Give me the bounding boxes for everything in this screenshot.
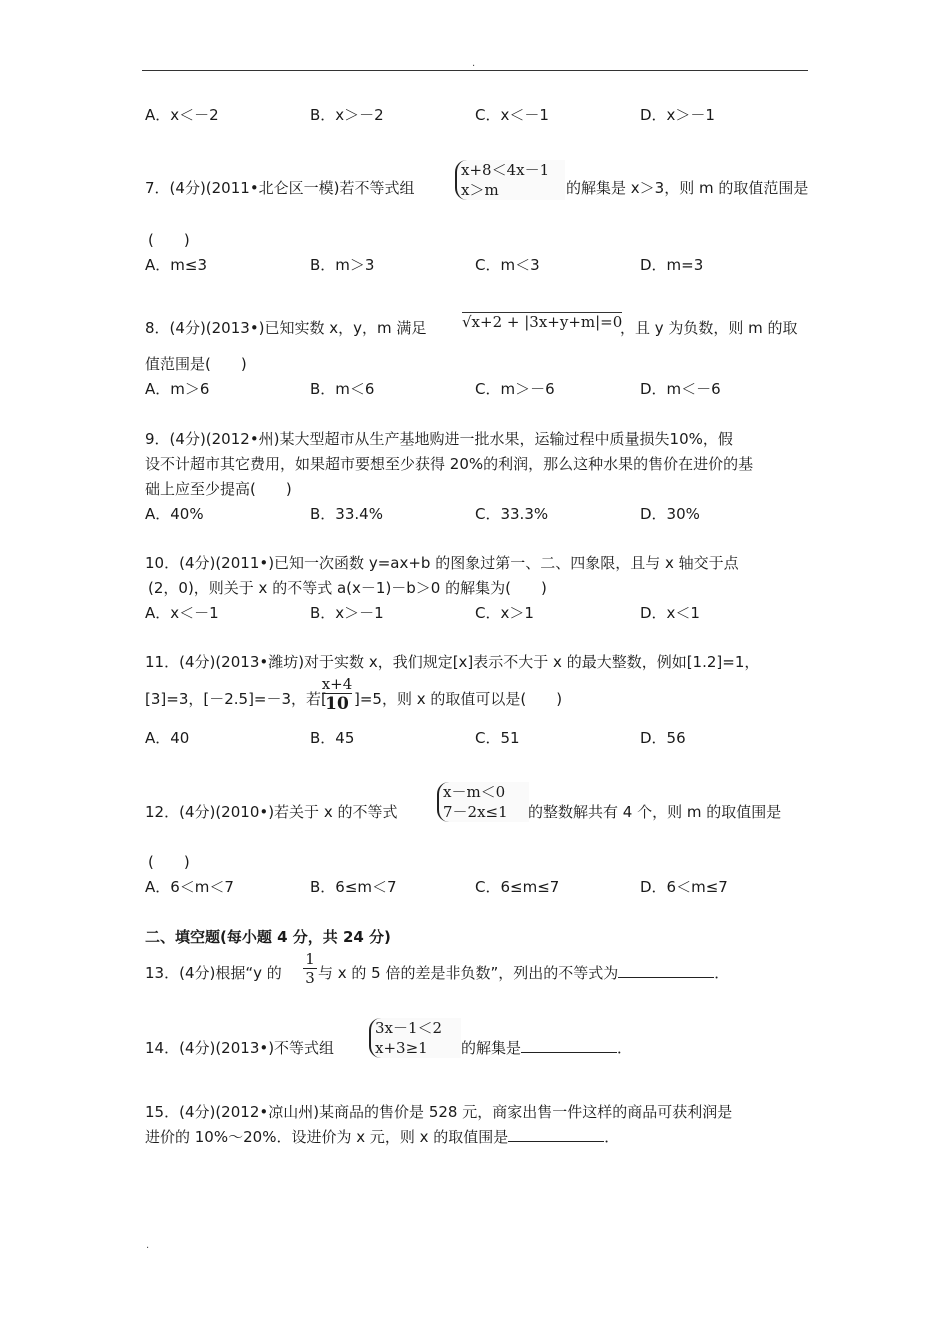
q14-ineq-2: x+3≥1 (375, 1039, 428, 1057)
q13-frac-numerator: 1 (305, 950, 315, 968)
q15-stem-text: 进价的 10%～20%．设进价为 x 元，则 x 的取值围是 (145, 1128, 509, 1146)
header-dot: . (472, 58, 476, 69)
option-c: C．m＜3 (475, 256, 540, 274)
option-d: D．30% (640, 505, 700, 523)
option-c: C．6≤m≤7 (475, 878, 560, 896)
q11-fraction (322, 675, 352, 714)
q13-frac-denominator: 3 (305, 969, 315, 987)
q11-stem-a: [3]=3，[－2.5]=－3，若[ (145, 690, 327, 708)
q10-line-2: (2，0)，则关于 x 的不等式 a(x－1)－b＞0 的解集为( ) (148, 579, 547, 597)
q8-stem-line2: 值范围是( ) (145, 355, 247, 373)
q11-line-1: 11．(4分)(2013•潍坊)对于实数 x，我们规定[x]表示不大于 x 的最大整数，例如[1.2]=1， (145, 653, 760, 671)
header-rule (142, 70, 808, 71)
q13-period: ． (714, 964, 730, 982)
q7-ineq-2: x＞m (461, 181, 499, 199)
option-c: C．x＞1 (475, 604, 534, 622)
q12-ineq-2: 7－2x≤1 (443, 803, 508, 821)
q9-line-2: 设不计超市其它费用，如果超市要想至少获得 20%的利润，那么这种水果的售价在进价的基 (145, 455, 754, 473)
q8-math-expression: √x+2 + |3x+y+m|=0 (462, 313, 623, 331)
option-c: C．m＞－6 (475, 380, 555, 398)
option-a: A．40% (145, 505, 204, 523)
section-heading: 二、填空题(每小题 4 分，共 24 分) (145, 928, 391, 946)
q14-stem-text: 的解集是 (461, 1039, 522, 1057)
q13-stem-text: 与 x 的 5 倍的差是非负数”，列出的不等式为 (318, 964, 619, 982)
q12-stem-b: 的整数解共有 4 个，则 m 的取值围是 (528, 803, 782, 821)
option-d: D．x＜1 (640, 604, 700, 622)
q14-inequality-system (369, 1018, 461, 1058)
option-d: D．56 (640, 729, 686, 747)
option-a: A．40 (145, 729, 190, 747)
option-a: A．x＜－1 (145, 604, 219, 622)
q13-stem-a: 13．(4分)根据“y 的 (145, 964, 282, 982)
q12-paren: ( ) (148, 853, 190, 871)
q7-stem-b: 的解集是 x＞3，则 m 的取值范围是 (566, 179, 809, 197)
q8-stem-b: ，且 y 为负数，则 m 的取 (620, 319, 798, 337)
q7-paren: ( ) (148, 231, 190, 249)
q11-frac-denominator: 10 (325, 694, 349, 714)
q15-line-1: 15．(4分)(2012•凉山州)某商品的售价是 528 元，商家出售一件这样的商品可获利润是 (145, 1103, 733, 1121)
option-b: B．45 (310, 729, 355, 747)
option-b: B．x＞－2 (310, 106, 384, 124)
answer-blank[interactable] (618, 977, 714, 978)
option-b: B．6≤m＜7 (310, 878, 397, 896)
option-c: C．x＜－1 (475, 106, 549, 124)
q15-period: ． (604, 1128, 620, 1146)
option-d: D．6＜m≤7 (640, 878, 728, 896)
q14-period: ． (617, 1039, 633, 1057)
option-d: D．x＞－1 (640, 106, 715, 124)
option-c: C．51 (475, 729, 520, 747)
option-a: A．x＜－2 (145, 106, 219, 124)
q11-frac-numerator: x+4 (321, 675, 353, 693)
option-c: C．33.3% (475, 505, 549, 523)
option-b: B．33.4% (310, 505, 383, 523)
q8-stem-a: 8．(4分)(2013•)已知实数 x，y，m 满足 (145, 319, 427, 337)
q13-fraction (303, 950, 317, 987)
q7-ineq-1: x+8＜4x－1 (461, 161, 550, 179)
option-b: B．x＞－1 (310, 604, 384, 622)
q12-ineq-1: x－m＜0 (443, 783, 506, 801)
q13-stem-b (318, 962, 729, 983)
q14-stem-a: 14．(4分)(2013•)不等式组 (145, 1039, 335, 1057)
q7-stem-a: 7．(4分)(2011•北仑区一模)若不等式组 (145, 179, 415, 197)
q14-stem-b (461, 1037, 632, 1058)
option-a: A．6＜m＜7 (145, 878, 234, 896)
footer-dot: . (146, 1240, 150, 1251)
answer-blank[interactable] (521, 1052, 617, 1053)
q7-inequality-system (455, 160, 565, 200)
q9-line-1: 9．(4分)(2012•州)某大型超市从生产基地购进一批水果，运输过程中质量损失10%，假 (145, 430, 733, 448)
q11-stem-b: ]=5，则 x 的取值可以是( ) (354, 690, 563, 708)
option-a: A．m＞6 (145, 380, 210, 398)
q9-line-3: 础上应至少提高( ) (145, 480, 292, 498)
option-d: D．m=3 (640, 256, 704, 274)
option-a: A．m≤3 (145, 256, 207, 274)
option-b: B．m＞3 (310, 256, 375, 274)
option-b: B．m＜6 (310, 380, 375, 398)
option-d: D．m＜－6 (640, 380, 721, 398)
q14-ineq-1: 3x－1＜2 (375, 1019, 443, 1037)
q15-line-2 (145, 1126, 619, 1147)
q10-line-1: 10．(4分)(2011•)已知一次函数 y=ax+b 的图象过第一、二、四象限，且与 x 轴交于点 (145, 554, 739, 572)
q12-inequality-system (437, 782, 529, 822)
answer-blank[interactable] (508, 1141, 604, 1142)
q12-stem-a: 12．(4分)(2010•)若关于 x 的不等式 (145, 803, 398, 821)
